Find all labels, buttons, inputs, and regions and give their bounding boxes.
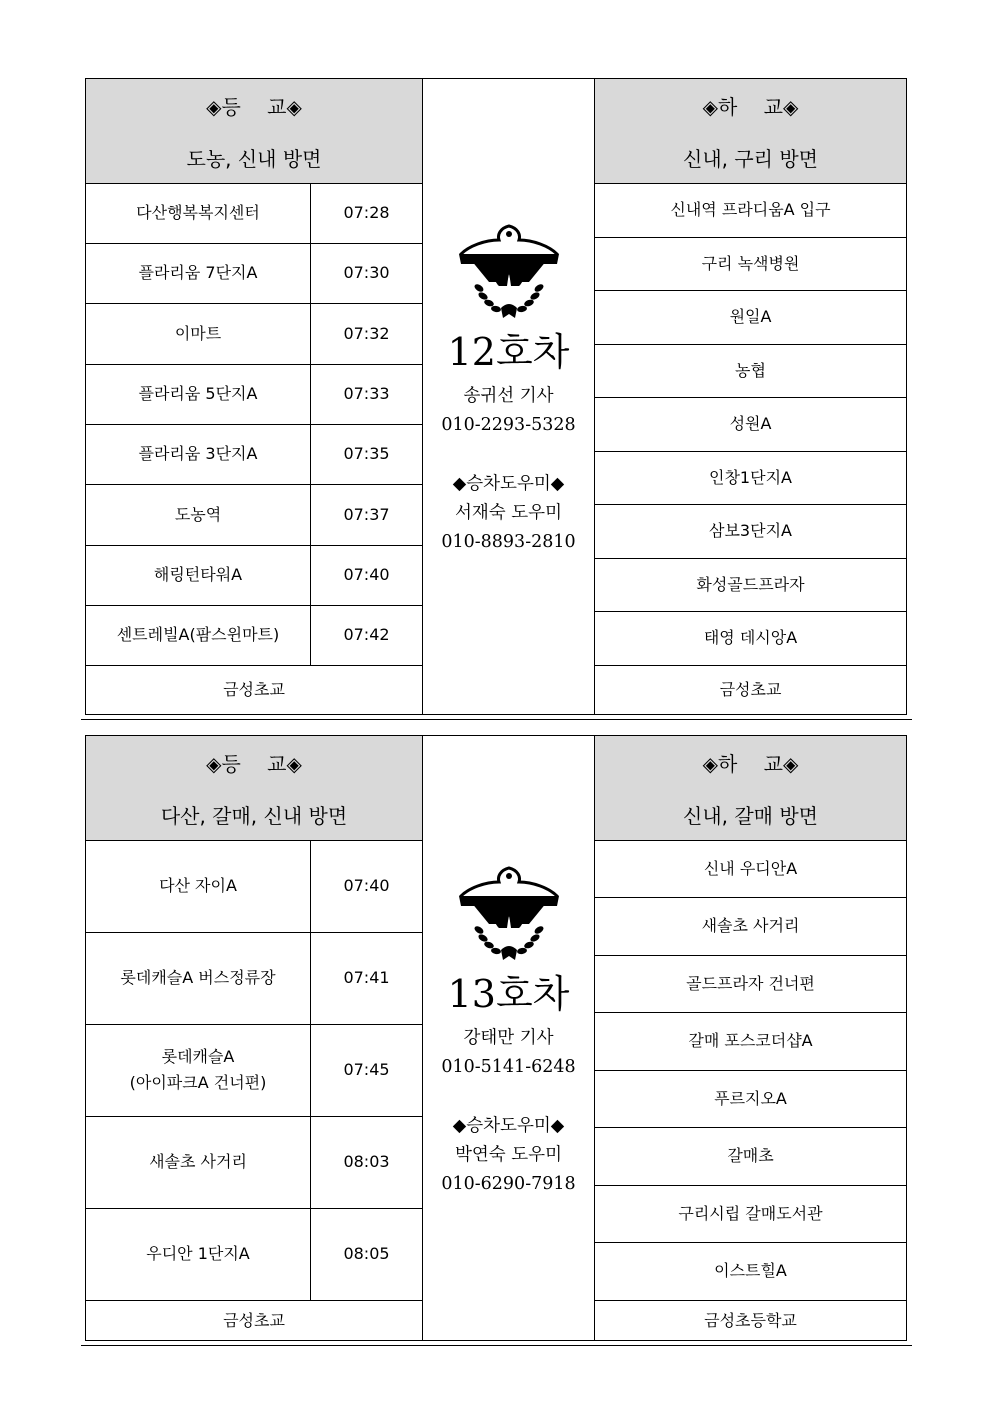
driver-phone: 010-2293-5328 bbox=[441, 414, 576, 435]
table-row bbox=[86, 1208, 422, 1301]
stop-name: 플라리움 7단지A bbox=[86, 243, 311, 303]
stop-name: 원일A bbox=[729, 307, 772, 327]
list-item bbox=[595, 504, 906, 559]
list-item bbox=[595, 897, 906, 956]
table-row bbox=[86, 1300, 422, 1341]
stop-time: 07:42 bbox=[343, 625, 390, 645]
table-row bbox=[86, 605, 422, 666]
section-divider bbox=[81, 1345, 912, 1346]
table-row bbox=[86, 665, 422, 715]
list-item bbox=[595, 558, 906, 612]
table-row bbox=[86, 1116, 422, 1209]
afternoon-direction: 신내, 갈매 방면 bbox=[595, 789, 906, 841]
bus-number: 13호차 bbox=[447, 972, 570, 1016]
morning-column bbox=[85, 78, 423, 715]
stop-name: 신내역 프라디움A 입구 bbox=[670, 200, 831, 220]
stop-name: 삼보3단지A bbox=[709, 521, 792, 541]
stop-name: 갈매 포스코더샵A bbox=[688, 1031, 813, 1051]
list-item bbox=[595, 1300, 906, 1341]
stop-name: 플라리움 3단지A bbox=[86, 424, 311, 484]
list-item bbox=[595, 1242, 906, 1301]
destination: 금성초등학교 bbox=[704, 1310, 797, 1330]
table-row bbox=[86, 484, 422, 546]
list-item bbox=[595, 1185, 906, 1243]
afternoon-column bbox=[594, 735, 907, 1341]
destination: 금성초교 bbox=[223, 1310, 285, 1330]
bus-number: 12호차 bbox=[447, 330, 570, 374]
list-item bbox=[595, 397, 906, 452]
bus-info-column bbox=[422, 735, 595, 1341]
list-item bbox=[595, 344, 906, 398]
table-row bbox=[86, 932, 422, 1025]
helper-phone: 010-8893-2810 bbox=[441, 531, 576, 552]
stop-time: 07:35 bbox=[343, 444, 390, 464]
morning-column bbox=[85, 735, 423, 1341]
stop-name: 태영 데시앙A bbox=[703, 628, 798, 648]
destination: 금성초교 bbox=[719, 680, 782, 700]
stop-time: 07:32 bbox=[343, 323, 390, 343]
morning-direction: 도농, 신내 방면 bbox=[86, 131, 422, 184]
list-item bbox=[595, 451, 906, 505]
stop-name: 우디안 1단지A bbox=[86, 1208, 311, 1300]
helper-name: 박연숙 도우미 bbox=[455, 1144, 562, 1165]
bus-info-column bbox=[422, 78, 595, 715]
stop-name: 이마트 bbox=[86, 303, 311, 364]
table-row bbox=[86, 303, 422, 365]
table-row bbox=[86, 364, 422, 425]
stop-name: 구리시립 갈매도서관 bbox=[678, 1203, 823, 1223]
stop-name: 갈매초 bbox=[727, 1146, 774, 1166]
morning-direction: 다산, 갈매, 신내 방면 bbox=[86, 789, 422, 841]
stop-name: 다산 자이A bbox=[86, 840, 311, 932]
table-row bbox=[86, 183, 422, 244]
stop-time: 07:33 bbox=[343, 384, 390, 404]
stop-name: 구리 녹색병원 bbox=[701, 253, 800, 273]
list-item bbox=[595, 1012, 906, 1071]
school-logo-icon bbox=[449, 866, 569, 966]
list-item bbox=[595, 611, 906, 666]
stop-name: 신내 우디안A bbox=[703, 858, 798, 878]
stop-name: 롯데캐슬A 버스정류장 bbox=[86, 932, 311, 1024]
stop-name: 새솔초 사거리 bbox=[86, 1116, 311, 1208]
list-item bbox=[595, 237, 906, 291]
stop-name: 해링턴타워A bbox=[86, 545, 311, 605]
stop-time: 07:30 bbox=[343, 263, 390, 283]
afternoon-title: ◈하 교◈ bbox=[595, 736, 906, 790]
bus-13-schedule bbox=[85, 735, 907, 1341]
list-item bbox=[595, 183, 906, 238]
helper-name: 서재숙 도우미 bbox=[455, 502, 562, 523]
stop-time: 07:41 bbox=[343, 968, 390, 988]
stop-name: 푸르지오A bbox=[714, 1088, 787, 1108]
driver-name: 송귀선 기사 bbox=[463, 385, 554, 406]
stop-time: 07:45 bbox=[343, 1060, 390, 1080]
stop-time: 07:37 bbox=[343, 504, 390, 524]
helper-title: ◆승차도우미◆ bbox=[452, 1115, 565, 1136]
list-item bbox=[595, 1127, 906, 1186]
destination: 금성초교 bbox=[223, 680, 285, 700]
table-row bbox=[86, 1024, 422, 1117]
morning-title: ◈등 교◈ bbox=[86, 79, 422, 132]
school-logo-icon bbox=[449, 224, 569, 324]
stop-time: 07:28 bbox=[343, 203, 390, 223]
section-divider bbox=[81, 719, 912, 720]
stop-name: 다산행복복지센터 bbox=[86, 183, 311, 243]
stop-time: 07:40 bbox=[343, 876, 390, 896]
list-item bbox=[595, 955, 906, 1013]
stop-name: 골드프라자 건너편 bbox=[686, 973, 815, 993]
stop-name: 도농역 bbox=[86, 484, 311, 545]
stop-name: 화성골드프라자 bbox=[696, 574, 805, 594]
table-row bbox=[86, 243, 422, 304]
helper-phone: 010-6290-7918 bbox=[441, 1173, 576, 1194]
stop-time: 07:40 bbox=[343, 565, 390, 585]
afternoon-column bbox=[594, 78, 907, 715]
list-item bbox=[595, 665, 906, 715]
afternoon-title: ◈하 교◈ bbox=[595, 79, 906, 132]
stop-name: 농협 bbox=[735, 360, 766, 380]
stop-name: 롯데캐슬A (아이파크A 건너편) bbox=[86, 1024, 311, 1116]
stop-name: 인창1단지A bbox=[709, 467, 792, 487]
stop-name: 플라리움 5단지A bbox=[86, 364, 311, 424]
table-row bbox=[86, 424, 422, 485]
list-item bbox=[595, 290, 906, 345]
stop-name: 성원A bbox=[729, 414, 772, 434]
table-row bbox=[86, 840, 422, 933]
afternoon-direction: 신내, 구리 방면 bbox=[595, 131, 906, 184]
list-item bbox=[595, 840, 906, 898]
list-item bbox=[595, 1070, 906, 1128]
stop-name: 센트레빌A(팜스윈마트) bbox=[86, 605, 311, 665]
stop-name: 이스트힐A bbox=[714, 1261, 787, 1281]
stop-time: 08:05 bbox=[343, 1244, 390, 1264]
bus-12-schedule bbox=[85, 78, 907, 715]
helper-title: ◆승차도우미◆ bbox=[452, 473, 565, 494]
stop-time: 08:03 bbox=[343, 1152, 390, 1172]
morning-title: ◈등 교◈ bbox=[86, 736, 422, 790]
driver-phone: 010-5141-6248 bbox=[441, 1056, 576, 1077]
table-row bbox=[86, 545, 422, 606]
stop-name: 새솔초 사거리 bbox=[701, 916, 800, 936]
driver-name: 강태만 기사 bbox=[463, 1027, 554, 1048]
